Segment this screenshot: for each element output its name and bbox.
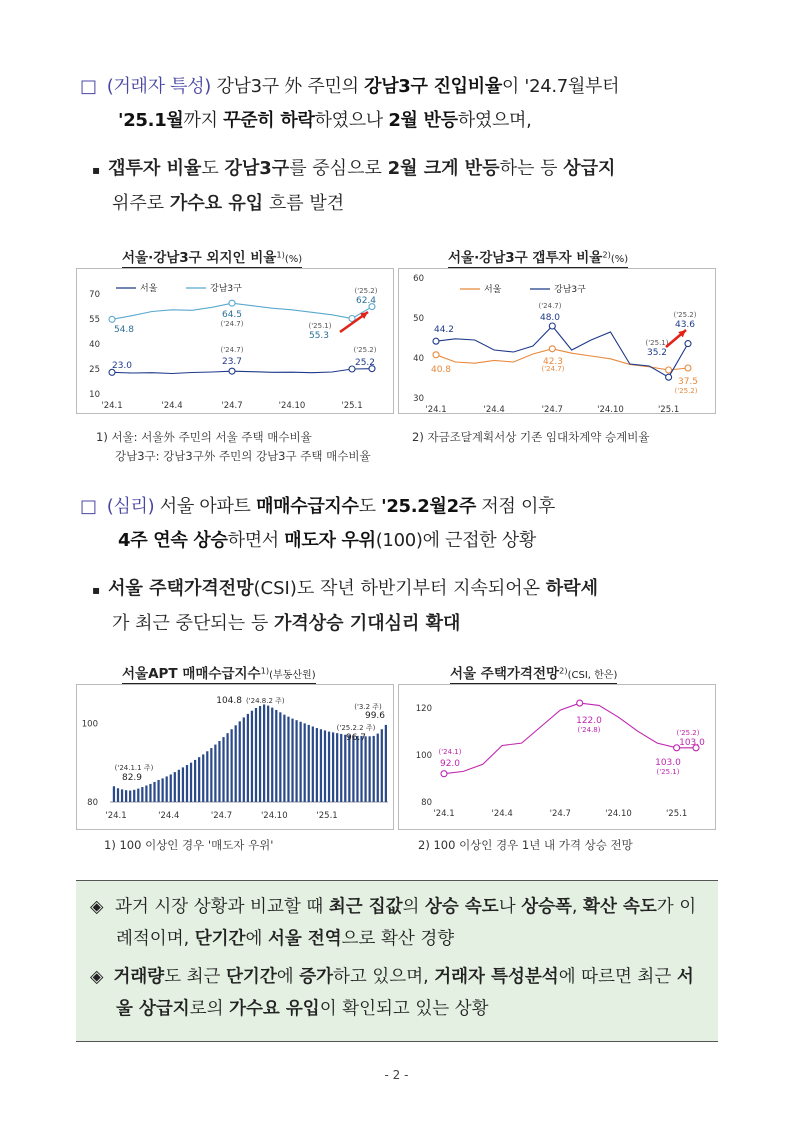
chart-1-note-line-1: 1) 서울: 서울外 주민의 서울 주택 매수비율 <box>96 430 312 444</box>
bar <box>186 765 188 802</box>
emphasis: 서울 전역 <box>267 929 342 949</box>
data-label: 64.5 <box>221 310 243 320</box>
bar <box>210 748 212 802</box>
x-tick-label: '24.4 <box>483 405 505 414</box>
data-label: ('3.2 주) <box>354 703 382 711</box>
emphasis: 확산 속도 <box>583 897 657 917</box>
data-point <box>549 346 555 352</box>
bar <box>121 789 123 802</box>
x-tick-label: '24.1 <box>425 405 447 414</box>
text: 하면서 <box>227 530 285 551</box>
x-tick-label: '24.7 <box>549 809 571 819</box>
chart-3-note <box>104 836 273 855</box>
chart-2-note-text: 2) 자금조달계획서상 기존 임대차계약 승계비율 <box>412 430 650 444</box>
bar <box>198 757 200 802</box>
bar <box>320 729 322 802</box>
emphasis: 상승 속도 <box>425 897 499 917</box>
data-label: 37.5 <box>677 377 699 387</box>
y-tick-label: 100 <box>415 750 432 761</box>
bar <box>178 770 180 802</box>
data-point <box>685 365 691 371</box>
data-label: 40.8 <box>430 365 452 375</box>
data-point <box>229 300 235 306</box>
emphasis: 가격상승 기대심리 확대 <box>274 613 461 634</box>
square-bullet-icon: □ <box>80 76 97 97</box>
text: 저점 이후 <box>475 496 556 517</box>
data-point <box>433 352 439 358</box>
bar <box>174 772 176 802</box>
data-label: ('24.7) <box>220 346 244 354</box>
x-tick-label: '24.10 <box>278 401 306 411</box>
x-tick-label: '24.7 <box>210 811 233 821</box>
emphasis: 서울 상급지 <box>116 967 694 1019</box>
x-tick-label: '25.1 <box>316 811 338 821</box>
data-label: ('25.2) <box>676 729 700 737</box>
bar <box>312 726 314 802</box>
title-sup: 1) <box>260 665 270 676</box>
bar <box>283 715 285 802</box>
bar <box>255 708 257 802</box>
chart-3-title-text: 서울APT 매매수급지수 <box>122 666 261 682</box>
section-2-paragraph <box>80 490 720 558</box>
bar <box>149 784 151 802</box>
bar <box>259 706 261 802</box>
bar <box>304 723 306 802</box>
data-label: ('24.8.2 주) <box>246 697 285 705</box>
emphasis: 매도자 우위 <box>284 530 376 551</box>
bar <box>360 736 362 802</box>
chart-4-note-text: 2) 100 이상인 경우 1년 내 가격 상승 전망 <box>418 838 633 852</box>
bar <box>231 729 233 802</box>
emphasis: 최근 집값 <box>328 897 403 917</box>
emphasis: 가수요 유입 <box>169 193 264 214</box>
emphasis: 단기간 <box>226 967 277 987</box>
data-label: ('24.1) <box>438 748 462 756</box>
data-label: 23.7 <box>221 357 243 367</box>
data-label: ('25.2) <box>673 311 697 319</box>
chart-3 <box>76 684 394 830</box>
bar <box>129 791 131 802</box>
x-tick-label: '24.4 <box>158 811 180 821</box>
chart-3-note-text: 1) 100 이상인 경우 '매도자 우위' <box>104 838 274 852</box>
data-label: 103.0 <box>655 758 681 768</box>
text: 과거 시장 상황과 비교할 때 <box>109 897 329 917</box>
bar <box>251 711 253 802</box>
emphasis: 갭투자 비율 <box>108 158 202 179</box>
x-tick-label: '25.1 <box>657 405 680 414</box>
y-tick-label: 80 <box>421 798 432 808</box>
emphasis: 증가 <box>299 967 334 987</box>
bar <box>113 786 115 802</box>
bar <box>324 730 326 802</box>
bar <box>137 789 139 802</box>
bar <box>279 712 281 802</box>
data-label: ('25.1) <box>645 339 669 347</box>
bar <box>243 717 245 802</box>
bar <box>166 776 168 802</box>
title-unit: (부동산원) <box>269 670 316 681</box>
y-tick-label: 120 <box>415 703 432 714</box>
chart-1-title-text: 서울·강남3구 외지인 비율 <box>122 250 277 266</box>
data-label: ('24.7) <box>541 365 565 373</box>
data-label: 43.6 <box>674 320 696 330</box>
bar <box>340 734 342 802</box>
text: , <box>571 897 584 917</box>
emphasis: 2월 반등 <box>388 110 458 131</box>
data-label: 92.0 <box>439 759 461 769</box>
bar <box>145 785 147 802</box>
data-label: ('24.8) <box>577 726 601 734</box>
data-point <box>441 771 447 777</box>
bar <box>263 704 265 802</box>
legend-label: 강남3구 <box>210 284 242 294</box>
bar <box>364 736 366 802</box>
text: 까지 <box>183 110 224 131</box>
x-tick-label: '24.10 <box>260 811 288 821</box>
chart-1 <box>76 268 394 414</box>
chart-3-title <box>122 662 316 684</box>
chart-2 <box>398 268 716 414</box>
text: 이 확인되고 있는 상황 <box>319 999 489 1019</box>
y-tick-label: 25 <box>89 365 100 375</box>
chart-4-title-text: 서울 주택가격전망 <box>450 666 560 682</box>
y-tick-label: 40 <box>413 354 424 364</box>
data-label: 104.8 <box>216 696 242 706</box>
data-point <box>229 368 235 374</box>
emphasis: 하락세 <box>545 578 598 599</box>
data-label: ('24.7) <box>220 320 244 328</box>
x-tick-label: '24.1 <box>101 401 123 411</box>
text: 이 '24.7월부터 <box>501 76 620 97</box>
small-square-bullet-icon: ▪ <box>92 163 101 177</box>
emphasis: 상승폭 <box>521 897 572 917</box>
x-tick-label: '25.1 <box>665 809 688 819</box>
square-bullet-icon: □ <box>80 496 97 517</box>
x-tick-label: '24.10 <box>605 809 632 819</box>
data-point <box>433 338 439 344</box>
bar <box>336 733 338 802</box>
bar <box>316 728 318 802</box>
bar <box>206 751 208 802</box>
bar <box>218 741 220 802</box>
text: 가 최근 중단되는 등 <box>112 613 274 634</box>
data-label: 82.9 <box>121 773 143 783</box>
x-tick-label: '24.7 <box>541 405 563 414</box>
bar <box>157 780 159 802</box>
data-label: ('24.7) <box>538 302 562 310</box>
bar <box>344 735 346 802</box>
text: 에 <box>276 967 300 987</box>
legend-label: 서울 <box>140 284 158 294</box>
bar <box>222 737 224 802</box>
text: 도 <box>358 496 382 517</box>
bar <box>190 763 192 802</box>
x-tick-label: '24.10 <box>597 405 624 414</box>
bar <box>141 787 143 802</box>
bar <box>369 736 371 802</box>
bar <box>300 722 302 802</box>
data-label: 96.7 <box>345 733 367 743</box>
bar <box>170 774 172 802</box>
text: 서울 아파트 <box>154 496 257 517</box>
text: 에 <box>245 929 268 949</box>
data-label: 48.0 <box>539 313 561 323</box>
bar <box>239 721 241 802</box>
bar <box>308 725 310 802</box>
data-point <box>685 341 691 347</box>
emphasis: 서울 주택가격전망 <box>108 578 254 599</box>
emphasis: '25.1월 <box>118 110 184 131</box>
bar <box>381 729 383 802</box>
summary-box <box>76 880 718 1042</box>
text: 하고 있으며, <box>333 967 435 987</box>
data-label: ('25.1) <box>656 768 680 776</box>
section-1-label: (거래자 특성) <box>106 76 212 97</box>
y-tick-label: 60 <box>413 274 424 284</box>
data-label: 23.0 <box>111 361 133 371</box>
emphasis: '25.2월2주 <box>381 496 476 517</box>
text: 하였으나 <box>314 110 389 131</box>
chart-4-title <box>450 662 617 684</box>
text: 로의 <box>189 999 230 1019</box>
emphasis: 2월 크게 반등 <box>387 158 500 179</box>
y-tick-label: 80 <box>87 798 98 808</box>
text: 도 최근 <box>164 967 227 987</box>
data-label: ('25.2) <box>354 287 378 295</box>
y-tick-label: 100 <box>81 719 98 730</box>
x-tick-label: '24.4 <box>161 401 183 411</box>
bar <box>235 725 237 802</box>
data-label: 55.3 <box>308 331 330 341</box>
data-label: 35.2 <box>646 348 668 358</box>
text: 위주로 <box>112 193 170 214</box>
text: 도 <box>201 158 225 179</box>
chart-2-title-text: 서울·강남3구 갭투자 비율 <box>448 250 603 266</box>
legend-label: 서울 <box>484 285 502 295</box>
summary-paragraph-1 <box>90 891 704 955</box>
data-label: ('25.2) <box>353 346 377 354</box>
bar <box>153 782 155 802</box>
text: (CSI)도 작년 하반기부터 지속되어온 <box>253 578 546 599</box>
chart-1-title <box>122 246 302 268</box>
data-label: 122.0 <box>576 716 602 726</box>
text: 하는 등 <box>499 158 564 179</box>
x-tick-label: '24.7 <box>221 401 243 411</box>
data-label: 103.0 <box>679 738 705 748</box>
data-label: 54.8 <box>113 325 135 335</box>
data-label: 44.2 <box>433 325 455 335</box>
legend-label: 강남3구 <box>554 285 586 295</box>
text: 흐름 발견 <box>263 193 345 214</box>
chart-2-title <box>448 246 628 268</box>
data-label: ('24.1.1 주) <box>114 764 154 772</box>
data-point <box>577 700 583 706</box>
data-point <box>549 323 555 329</box>
text: 를 중심으로 <box>289 158 388 179</box>
title-unit: (%) <box>610 254 629 265</box>
bar <box>267 706 269 802</box>
x-tick-label: '24.4 <box>491 809 513 819</box>
chart-4 <box>398 684 716 830</box>
bar <box>117 788 119 802</box>
bullet-2-paragraph <box>92 572 722 641</box>
data-label: ('25.2) <box>674 387 698 395</box>
bar <box>385 725 387 802</box>
diamond-bullet-icon: ◈ <box>90 967 104 987</box>
x-tick-label: '24.1 <box>433 809 455 819</box>
data-point <box>109 316 115 322</box>
page-number: - 2 - <box>384 1068 409 1082</box>
emphasis: 상급지 <box>563 158 616 179</box>
text: 가 이례적이며, <box>116 897 697 949</box>
y-tick-label: 30 <box>413 394 424 404</box>
diamond-bullet-icon: ◈ <box>90 897 104 917</box>
data-point <box>666 367 672 373</box>
data-label: 62.4 <box>355 296 377 306</box>
text: 에 따르면 최근 <box>558 967 677 987</box>
text: 강남3구 外 주민의 <box>211 76 365 97</box>
bar <box>125 790 127 802</box>
text: (100)에 근접한 상황 <box>375 530 536 551</box>
x-tick-label: '25.1 <box>341 401 363 411</box>
y-tick-label: 50 <box>413 314 424 324</box>
y-tick-label: 70 <box>89 290 100 300</box>
data-point <box>666 374 672 380</box>
bar <box>226 733 228 802</box>
emphasis: 4주 연속 상승 <box>118 530 228 551</box>
bar <box>275 710 277 802</box>
bar <box>332 732 334 802</box>
summary-paragraph-2 <box>90 961 704 1025</box>
bar <box>133 790 135 802</box>
x-tick-label: '24.1 <box>105 811 127 821</box>
y-tick-label: 10 <box>89 390 100 400</box>
bar <box>162 778 164 802</box>
bar <box>202 754 204 802</box>
y-tick-label: 55 <box>89 315 100 325</box>
bar <box>356 736 358 802</box>
text: 으로 확산 경향 <box>341 929 455 949</box>
bullet-1-paragraph <box>92 152 722 221</box>
bar <box>377 734 379 802</box>
bar <box>295 720 297 802</box>
emphasis: 강남3구 진입비율 <box>364 76 502 97</box>
title-sup: 2) <box>559 665 568 676</box>
emphasis: 강남3구 <box>224 158 290 179</box>
small-square-bullet-icon: ▪ <box>92 583 101 597</box>
bar <box>247 714 249 802</box>
emphasis: 가수요 유입 <box>229 999 320 1019</box>
bar <box>373 736 375 802</box>
bar <box>328 732 330 802</box>
text: 나 <box>498 897 522 917</box>
text: 의 <box>402 897 425 917</box>
bar <box>271 708 273 802</box>
title-sup: 2) <box>602 249 611 260</box>
title-sup: 1) <box>276 249 285 260</box>
chart-1-note-line-2: 강남3구: 강남3구外 주민의 강남3구 주택 매수비율 <box>115 449 371 463</box>
data-label: ('25.1) <box>308 322 332 330</box>
emphasis: 매매수급지수 <box>256 496 359 517</box>
emphasis: 꾸준히 하락 <box>223 110 315 131</box>
bar <box>214 745 216 802</box>
emphasis: 단기간 <box>194 929 246 949</box>
data-label: 99.6 <box>364 711 386 721</box>
bar <box>287 717 289 802</box>
bar <box>194 760 196 802</box>
section-1-paragraph <box>80 70 720 138</box>
bar <box>182 767 184 802</box>
title-unit: (%) <box>284 254 303 265</box>
chart-4-note <box>418 836 633 855</box>
title-unit: (CSI, 한은) <box>567 670 618 681</box>
section-2-label: (심리) <box>106 496 155 517</box>
data-label: 25.2 <box>354 358 376 368</box>
y-tick-label: 40 <box>89 340 100 350</box>
data-label: ('25.2.2 주) <box>336 724 376 732</box>
bar <box>348 735 350 802</box>
chart-2-note <box>412 428 650 447</box>
bar <box>352 736 354 802</box>
text: 하였으며, <box>457 110 532 131</box>
bar <box>291 719 293 802</box>
data-label: 42.3 <box>542 357 564 367</box>
emphasis: 거래자 특성분석 <box>434 967 559 987</box>
chart-1-note <box>96 428 371 466</box>
emphasis: 거래량 <box>113 967 165 987</box>
